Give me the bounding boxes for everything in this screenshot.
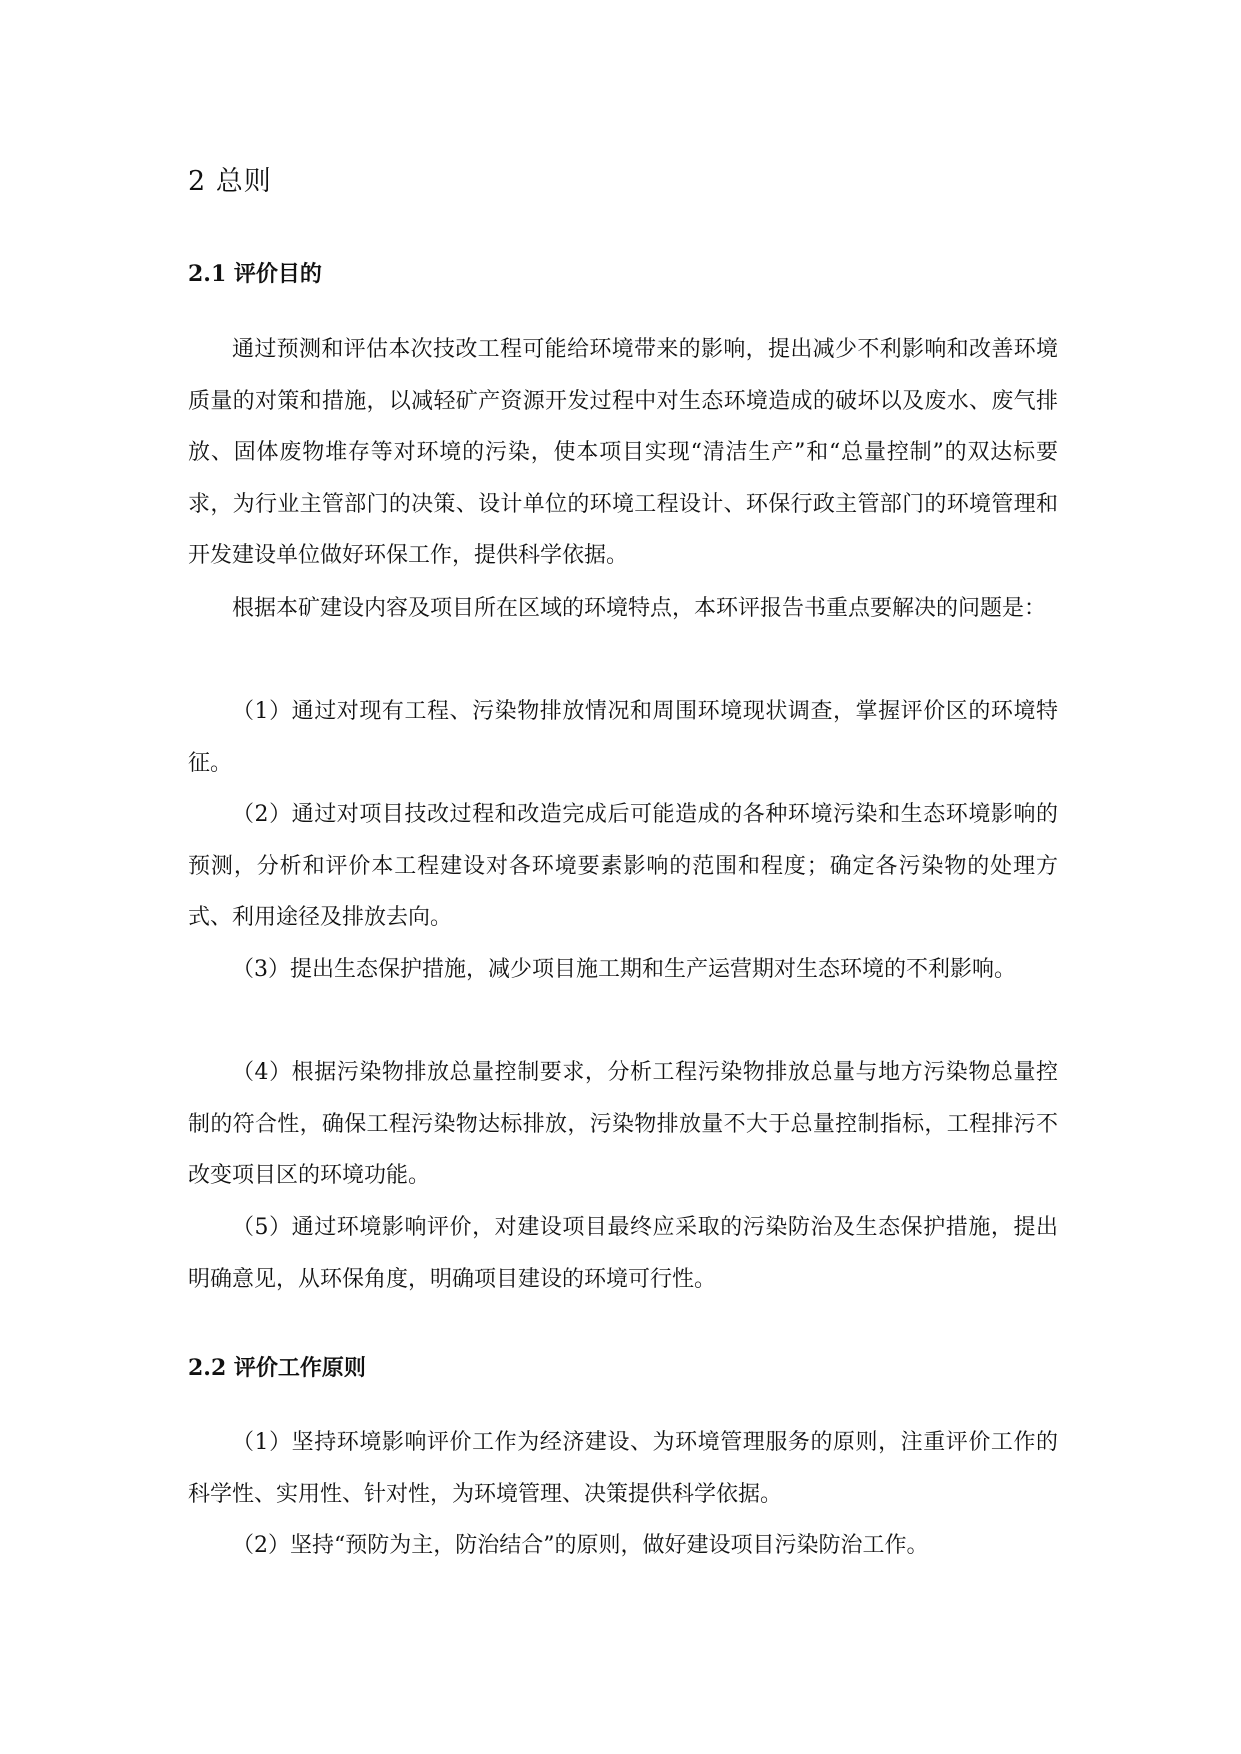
list-item-issue-5: （5）通过环境影响评价，对建设项目最终应采取的污染防治及生态保护措施，提出明确意见，从环保角度，明确项目建设的环境可行性。: [188, 1215, 1058, 1292]
list-item-principle-2: （2）坚持“预防为主，防治结合”的原则，做好建设项目污染防治工作。: [232, 1533, 929, 1558]
section-heading-work-principles: 2.2 评价工作原则: [188, 1355, 366, 1381]
list-item-issue-2: （2）通过对项目技改过程和改造完成后可能造成的各种环境污染和生态环境影响的预测，分析和评价本工程建设对各环境要素影响的范围和程度；确定各污染物的处理方式、利用途径及排放去向。: [188, 802, 1058, 931]
list-item-principle-1: （1）坚持环境影响评价工作为经济建设、为环境管理服务的原则，注重评价工作的科学性、实用性、针对性，为环境管理、决策提供科学依据。: [188, 1430, 1058, 1507]
chapter-title: 2 总则: [188, 166, 272, 197]
section-heading-evaluation-purpose: 2.1 评价目的: [188, 261, 322, 287]
paragraph-purpose-overview: 通过预测和评估本次技改工程可能给环境带来的影响，提出减少不利影响和改善环境质量的对策和措施，以减轻矿产资源开发过程中对生态环境造成的破坏以及废水、废气排放、固体废物堆存等对环境的污染，使本项目实现“清洁生产”和“总量控制”的双达标要求，为行业主管部门的决策、设计单位的环境工程设计、环保行政主管部门的环境管理和开发建设单位做好环保工作，提供科学依据。: [188, 337, 1058, 569]
list-item-issue-4: （4）根据污染物排放总量控制要求，分析工程污染物排放总量与地方污染物总量控制的符合性，确保工程污染物达标排放，污染物排放量不大于总量控制指标，工程排污不改变项目区的环境功能。: [188, 1060, 1058, 1189]
list-item-issue-3: （3）提出生态保护措施，减少项目施工期和生产运营期对生态环境的不利影响。: [232, 957, 1016, 982]
list-item-issue-1: （1）通过对现有工程、污染物排放情况和周围环境现状调查，掌握评价区的环境特征。: [188, 699, 1058, 776]
paragraph-key-issues-intro: 根据本矿建设内容及项目所在区域的环境特点，本环评报告书重点要解决的问题是：: [232, 596, 1047, 621]
